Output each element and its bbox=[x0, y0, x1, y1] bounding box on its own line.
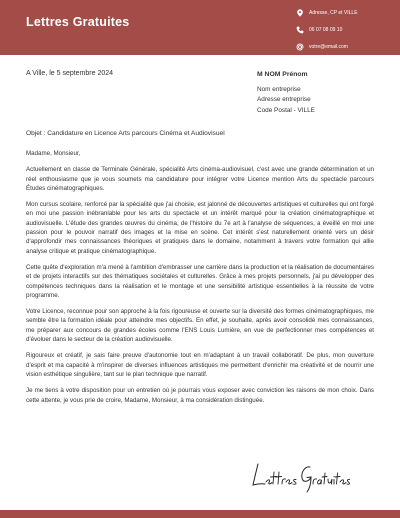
paragraph: Cette quête d'exploration m'a mené à l'ambition d'embrasser une carrière dans la production et la réalisation de documentaires et de projets interactifs sur des thématiques sociétales et culturelles. Grâce à mes projets personnels, j'ai pu développer des compétences techniques dans la réalisation et le montage et une sensibilité artistique essentielles à la réussite de votre programme. bbox=[26, 263, 374, 299]
paragraph: Mon cursus scolaire, renforcé par la spécialité que j'ai choisie, est jalonné de découvertes artistiques et culturelles qui ont forgé en moi une passion inébranlable pour les arts du spectacle et un intérêt marqué pour la création cinématographique et audiovisuelle. L'étude des grandes œuvres du cinéma, de l'histoire du 7e art à l'analyse de séquences, a éveillé en moi une passion pour le pouvoir narratif des images et la mise en scène. Cet intérêt s'est naturellement orienté vers un désir d'approfondir mes connaissances théoriques et pratiques dans le domaine, notamment à travers votre formation qui allie analyse critique et pratique cinématographique. bbox=[26, 201, 374, 255]
address-text: Adresse, CP et VILLE bbox=[309, 10, 358, 16]
recipient-postal: Code Postal - VILLE bbox=[257, 107, 315, 115]
contact-block bbox=[296, 6, 400, 57]
paragraph: Je me tiens à votre disposition pour un entretien où je pourrais vous exposer avec conviction les raisons de mon choix. Dans cette attente, je vous prie de croire, Madame, Monsieur, à ma considération distinguée. bbox=[26, 387, 374, 404]
paragraph: Actuellement en classe de Terminale Générale, spécialité Arts cinéma-audiovisuel, c'est avec une grande détermination et un réel enthousiasme que je vous soumets ma candidature pour intégrer votre Licence mention Arts du spectacle parcours Études cinématographiques. bbox=[26, 166, 374, 192]
contact-email bbox=[296, 40, 400, 54]
recipient-name: M NOM Prénom bbox=[257, 71, 308, 78]
phone-text: 06 07 08 09 10 bbox=[309, 27, 343, 33]
at-sign-icon bbox=[296, 43, 304, 51]
recipient-block bbox=[257, 70, 315, 117]
letterhead-banner bbox=[0, 0, 400, 55]
location-pin-icon bbox=[296, 9, 304, 17]
recipient-address: Adresse entreprise bbox=[257, 96, 311, 104]
paragraph: Rigoureux et créatif, je sais faire preuve d'autonomie tout en m'adaptant à un travail collaboratif. De plus, mon ouverture d'esprit et ma capacité à m'inspirer de diverses influences artistiques me permettent d'enrichir ma créativité et de nourrir une vision esthétique singulière, tant sur le plan technique que narratif. bbox=[26, 352, 374, 378]
contact-address bbox=[296, 6, 400, 20]
letter-body bbox=[26, 149, 374, 412]
paragraph: Votre Licence, reconnue pour son approche à la fois rigoureuse et ouverte sur la diversité des formes cinématographiques, me semble être la formation idéale pour atteindre mes objectifs. En effet, je souhaite, après avoir consolidé mes connaissances, me préparer aux concours de grandes écoles comme l'ENS Louis Lumière, en vue de perfectionner mes compétences et d'évoluer dans le secteur de la création audiovisuelle. bbox=[26, 308, 374, 344]
letter-object: Objet : Candidature en Licence Arts parcours Cinéma et Audiovisuel bbox=[26, 130, 225, 137]
greeting: Madame, Monsieur, bbox=[26, 150, 81, 157]
brand-name: Lettres Gratuites bbox=[26, 15, 130, 29]
phone-icon bbox=[296, 26, 304, 34]
handwritten-signature bbox=[250, 458, 350, 496]
recipient-company: Nom entreprise bbox=[257, 85, 301, 93]
contact-phone bbox=[296, 23, 400, 37]
letter-date: A Ville, le 5 septembre 2024 bbox=[26, 70, 114, 77]
footer-bar bbox=[0, 510, 400, 518]
email-text: votre@email.com bbox=[309, 44, 348, 50]
